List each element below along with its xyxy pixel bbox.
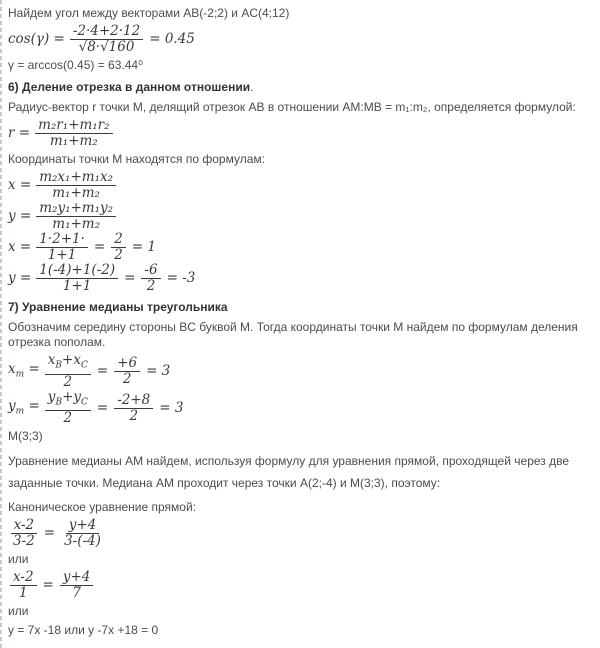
equals-sign: = [43, 525, 56, 542]
canonical-intro-text: Каноническое уравнение прямой: [8, 500, 197, 515]
formula-canonical-1 [8, 519, 594, 548]
formula-result: = 1 [131, 239, 156, 256]
fraction: $\frac{\text{m₂r₁+m₁r₂}}{\text{m₁+m₂}}$ [35, 119, 112, 148]
equals-sign: = [93, 239, 106, 256]
formula-lhs: $y_m$ = [8, 397, 40, 417]
fraction: $\frac{-2+8}{2}$ [114, 394, 153, 423]
formula-cos-gamma [8, 25, 594, 54]
fraction: $\frac{y+4}{7}$ [60, 571, 94, 600]
formula-lhs: r = [8, 125, 31, 142]
angle-intro-text: Найдем угол между векторами AB(-2;2) и AC(4;12) [8, 6, 290, 20]
fraction: $\frac{y+4}{3-(-4)}$ [64, 517, 101, 550]
equals-sign: = [42, 577, 54, 594]
arccos-result-text: γ = arccos(0.45) = 63.44⁰ [8, 58, 143, 72]
fraction: $\frac{-2\cdot 4+2\cdot 12}{√8\cdot√160}$ [70, 25, 143, 54]
formula-y-value [8, 264, 594, 293]
fraction: $\frac{+6}{2}$ [114, 357, 140, 386]
formula-r [8, 119, 594, 148]
median-explanation-text: Уравнение медианы AM найдем, используя формулу для уравнения прямой, проходящей через две заданные точки. Медиана AM проходит через точки A(2;-4) и M(3;3), поэтому: [8, 454, 570, 491]
formula-lhs: x = [8, 239, 32, 256]
formula-x-general [8, 171, 594, 200]
point-m-text: M(3;3) [8, 429, 43, 444]
formula-lhs: cos(γ) = [8, 31, 65, 48]
formula-lhs: y = [8, 208, 32, 225]
coords-intro-text: Координаты точки M находятся по формулам: [8, 152, 265, 166]
final-equation-text: y = 7x -18 или y -7x +18 = 0 [8, 623, 159, 638]
equals-sign: = [96, 362, 109, 379]
formula-result: = 0.45 [149, 31, 195, 48]
or-text: или [8, 552, 29, 567]
midpoint-text: Обозначим середину стороны BC буквой M. Тогда координаты точки M найдем по формулам деления отрезка пополам. [8, 320, 578, 349]
formula-y-general [8, 202, 594, 231]
formula-x-value [8, 233, 594, 262]
fraction: $\frac{x_B+x_C}{2}$ [45, 354, 91, 389]
formula-canonical-2 [8, 571, 594, 600]
formula-result: = -3 [166, 270, 196, 287]
formula-xm [8, 354, 594, 389]
fraction: $\frac{-6}{2}$ [141, 264, 160, 293]
formula-lhs: x = [8, 177, 32, 194]
fraction: $\frac{2}{2}$ [111, 233, 126, 262]
equals-sign: = [96, 399, 109, 416]
formula-lhs: y = [8, 270, 32, 287]
radius-vector-text: Радиус-вектор r точки M, делящий отрезок AB в отношении AM:MB = m₁:m₂, определяется формулой: [8, 100, 576, 114]
section-7-heading: 7) Уравнение медианы треугольника [8, 300, 228, 314]
fraction: $\frac{\text{m₂y₁+m₁y₂}}{\text{m₁+m₂}}$ [36, 202, 116, 231]
formula-result: = 3 [146, 362, 171, 379]
fraction: $\frac{1\cdot 2+1\cdot}{1+1}$ [36, 233, 88, 262]
formula-ym [8, 388, 594, 427]
fraction: $\frac{y_B+y_C}{2}$ [45, 391, 91, 426]
or-text: или [8, 604, 29, 619]
fraction: $\frac{x-2}{1}$ [10, 571, 37, 600]
fraction: $\frac{1(-4)+1(-2)}{1+1}$ [36, 264, 118, 293]
fraction: $\frac{x-2}{3-2}$ [10, 519, 38, 548]
equals-sign: = [124, 270, 136, 287]
section-6-heading: 6) Деление отрезка в данном отношении. [8, 80, 254, 94]
formula-lhs: $x_m$ = [8, 361, 40, 380]
formula-result: = 3 [159, 399, 184, 416]
fraction: $\frac{\text{m₂x₁+m₁x₂}}{\text{m₁+m₂}}$ [36, 171, 116, 200]
